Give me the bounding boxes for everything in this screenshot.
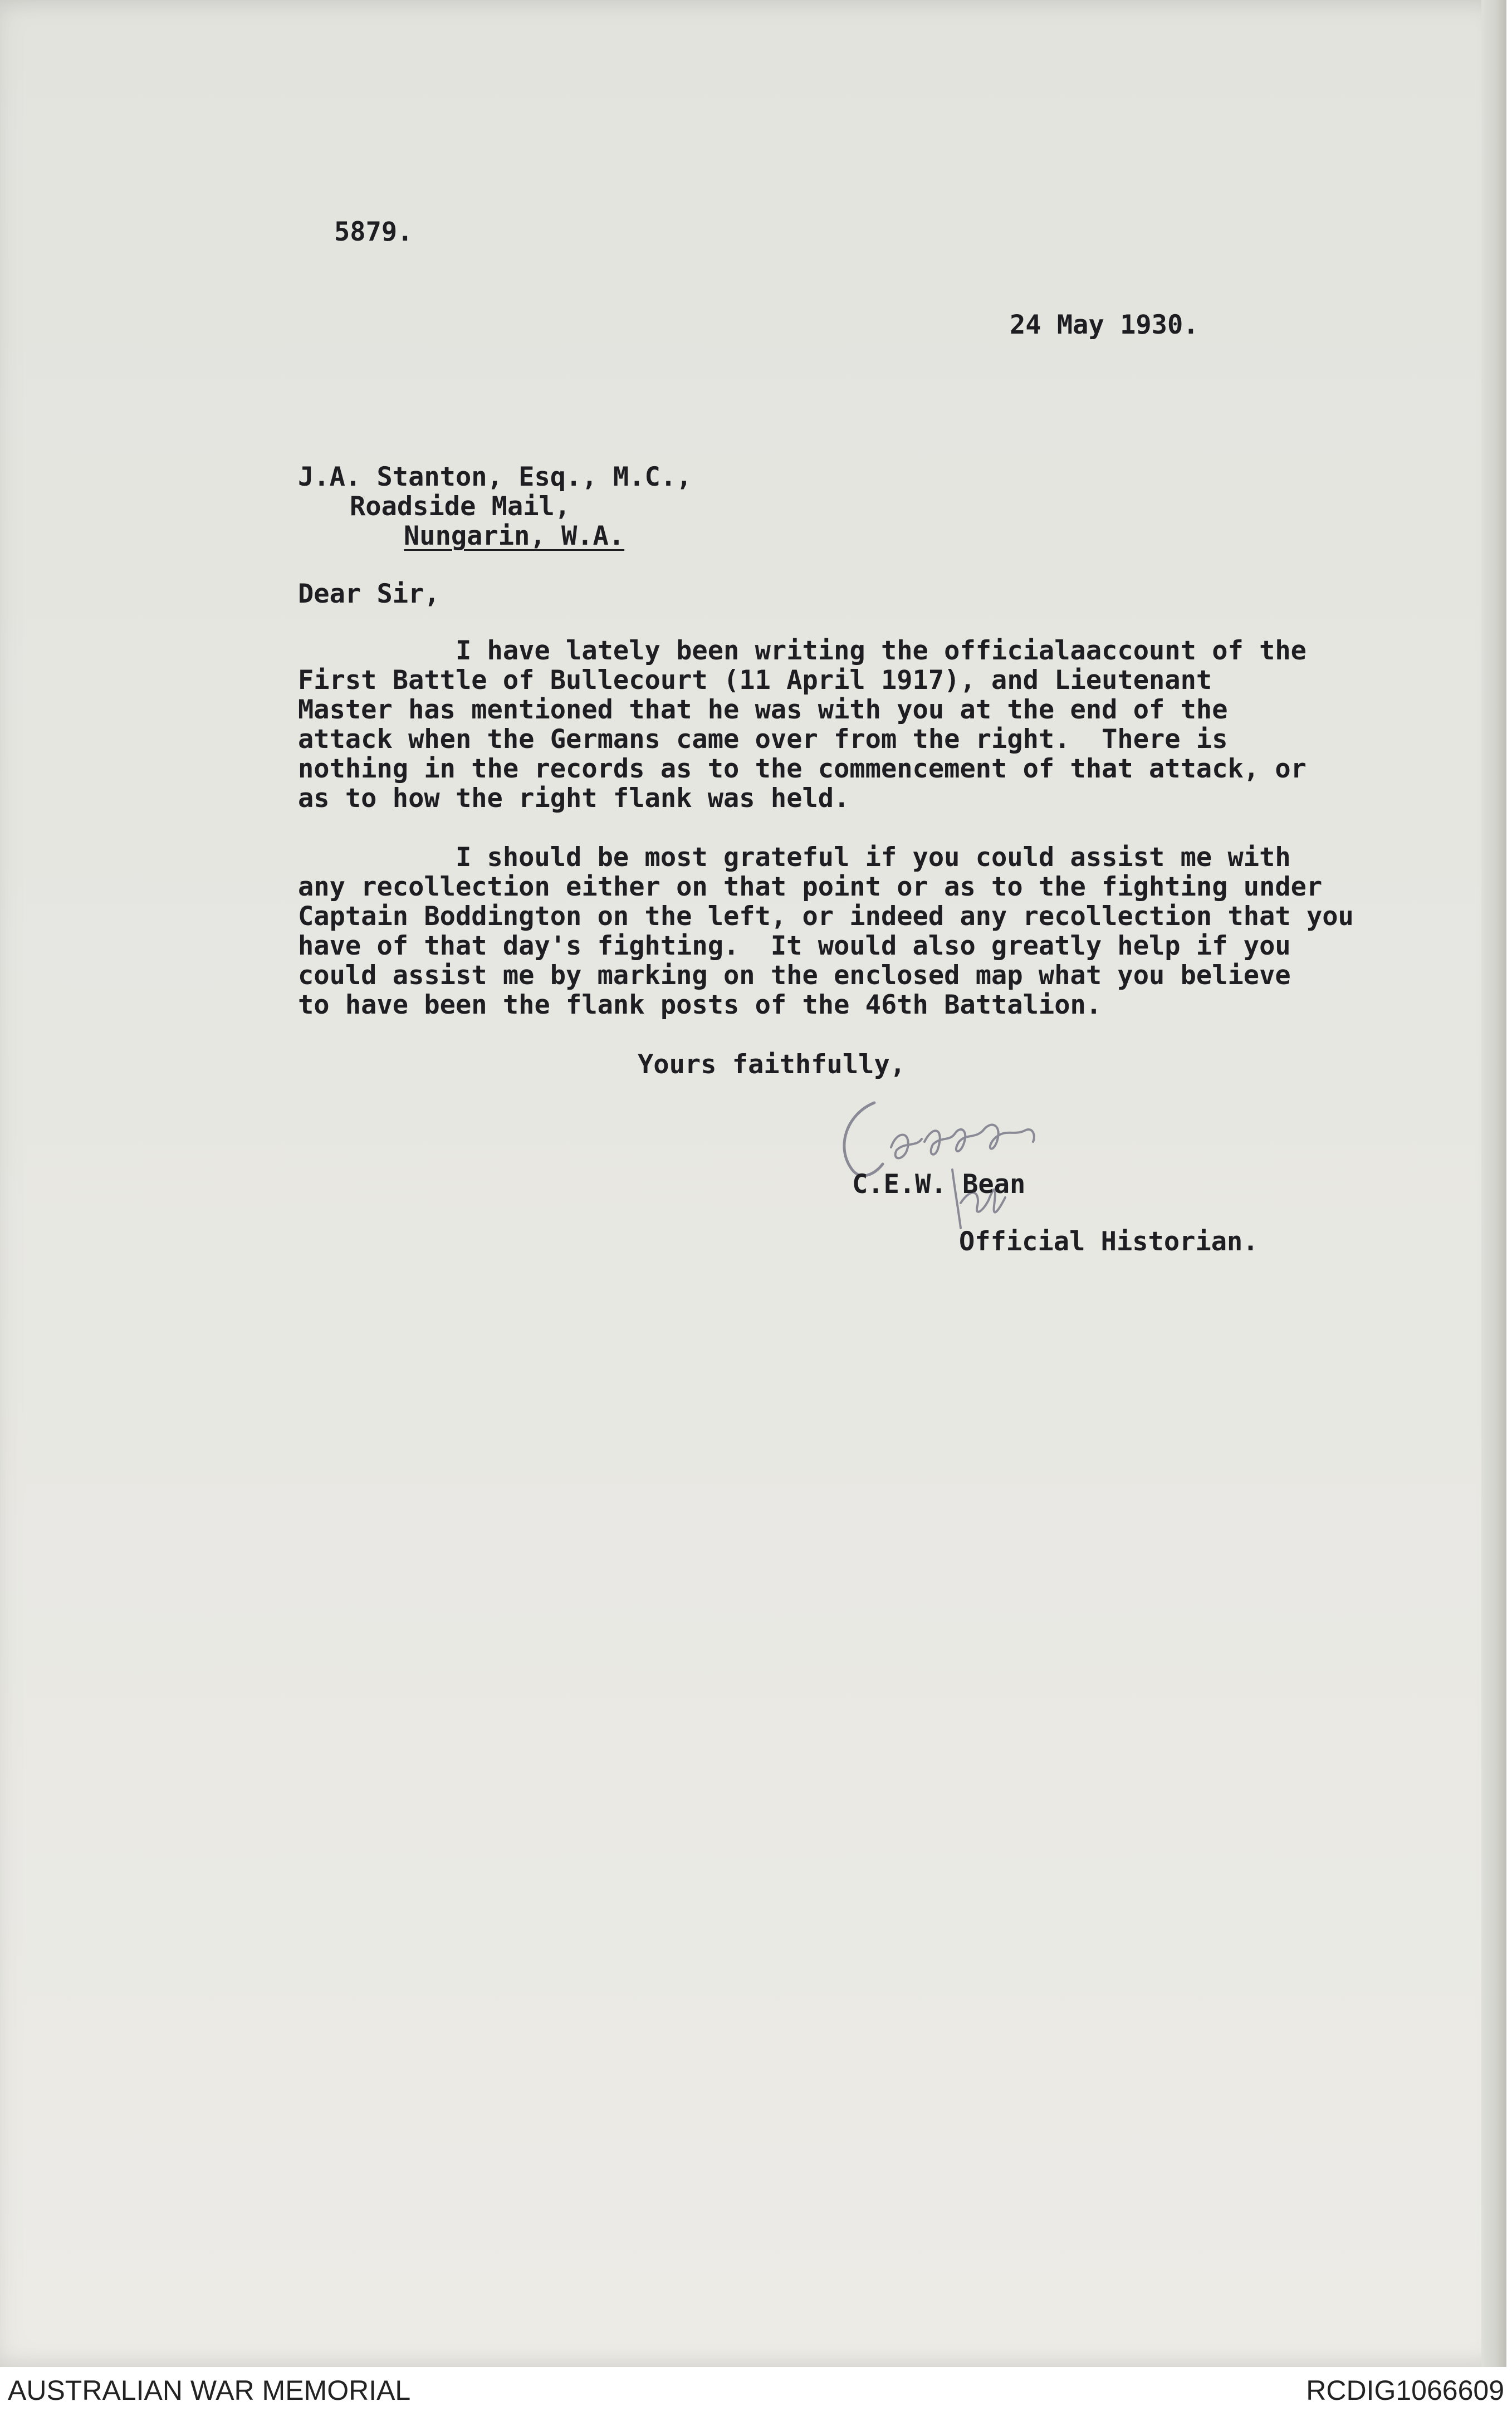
body-paragraph-1: I have lately been writing the officialaaccount of the First Battle of Bullecourt (11 April 1917), and Lieutenant Master has mentioned that he was with you at the end of the attack when the Germans came over from the right. There is nothing in the records as to the commencement of that attack, or as to how the right flank was held. <box>298 635 1307 814</box>
footer-record-id: RCDIG1066609 <box>1306 2375 1504 2406</box>
reference-number: 5879. <box>334 217 413 247</box>
recipient-address-line: Roadside Mail, <box>350 491 571 522</box>
footer-institution: AUSTRALIAN WAR MEMORIAL <box>8 2375 411 2406</box>
signatory-name: C.E.W. Bean <box>852 1169 1026 1200</box>
salutation: Dear Sir, <box>298 579 440 609</box>
recipient-name: J.A. Stanton, Esq., M.C., <box>298 462 692 492</box>
closing: Yours faithfully, <box>638 1049 906 1080</box>
paper-edge-shadow <box>1481 0 1506 2367</box>
signatory-title: Official Historian. <box>959 1226 1259 1257</box>
body-paragraph-2: I should be most grateful if you could assist me with any recollection either on that point or as to the fighting under Captain Boddington on the left, or indeed any recollection that you have of that day's fighting. It would also greatly help if you could assist me by marking on the enclosed map what you believe to have been the flank posts of the 46th Battalion. <box>298 842 1354 1020</box>
recipient-town: Nungarin, W.A. <box>404 521 625 551</box>
letter-date: 24 May 1930. <box>1010 310 1199 340</box>
